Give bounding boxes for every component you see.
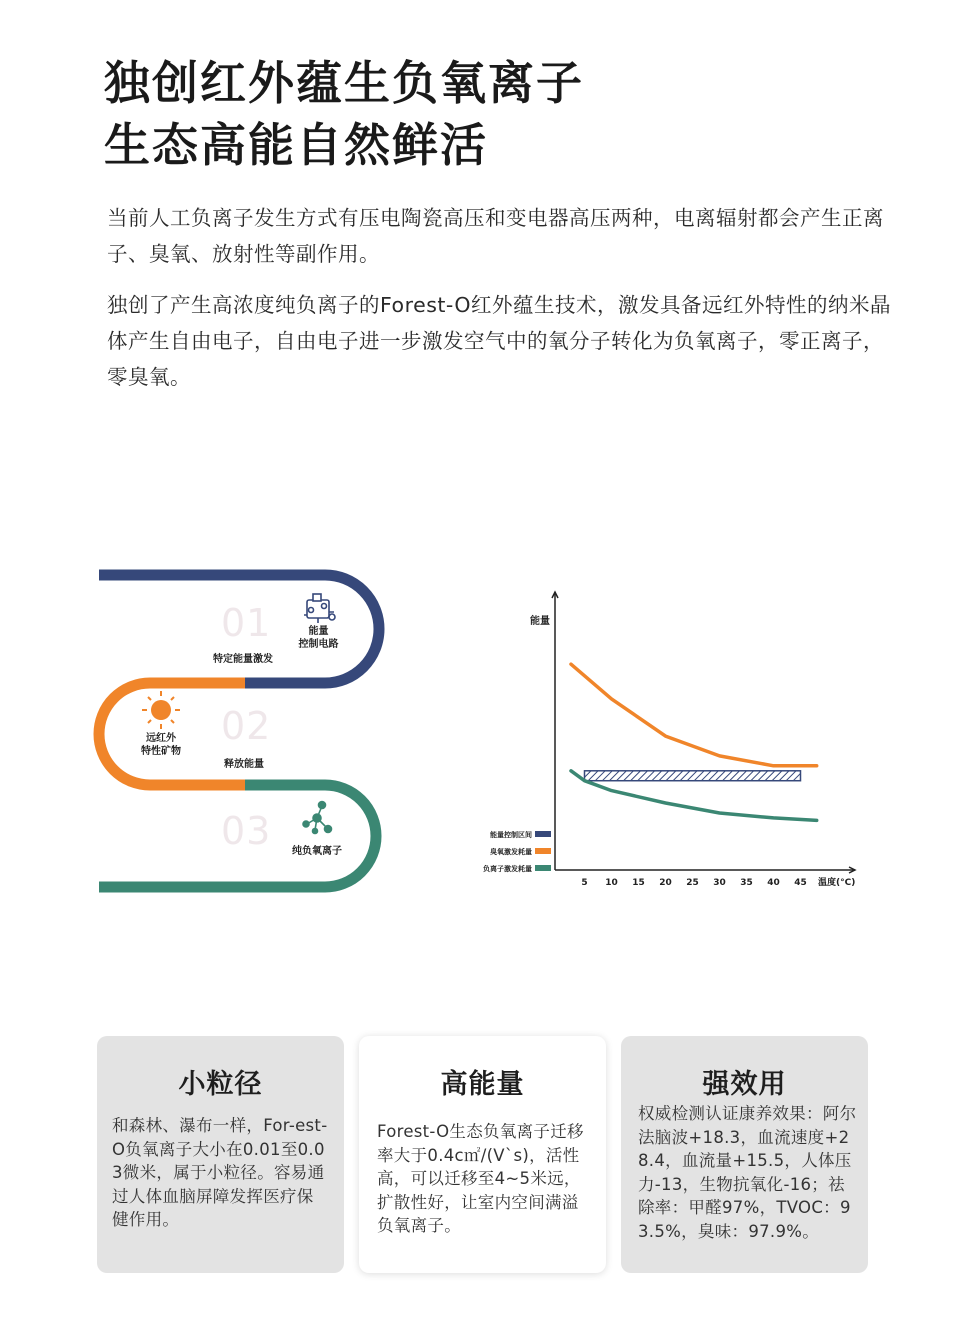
step-number-01: 01 xyxy=(221,601,272,645)
x-tick-label: 40 xyxy=(767,878,780,888)
series-line-ozone xyxy=(571,664,817,766)
card-body: 和森林、瀑布一样，For-est-O负氧离子大小在0.01至0.03微米，属于小粒径。容易通过人体血脑屏障发挥医疗保健作用。 xyxy=(112,1116,328,1229)
step1-label-line1: 能量 xyxy=(308,626,329,637)
step3-label: 纯负氧离子 xyxy=(292,846,342,857)
card-title: 小粒径 xyxy=(178,1069,263,1100)
x-tick-label: 15 xyxy=(632,878,645,888)
molecule-icon xyxy=(303,802,332,834)
title-line-1: 独创红外蕴生负氧离子 xyxy=(104,56,584,110)
step2-label-line1: 远红外 xyxy=(146,733,176,744)
card-body: Forest-O生态负氧离子迁移率大于0.4c㎡/(V`s)，活性高，可以迁移至4~5米远，扩散性好，让室内空间满溢负氧离子。 xyxy=(377,1122,584,1235)
x-tick-label: 45 xyxy=(794,878,807,888)
y-axis-label: 能量 xyxy=(530,616,550,627)
step2-caption: 释放能量 xyxy=(224,759,264,770)
x-tick-label: 30 xyxy=(713,878,726,888)
card-title: 高能量 xyxy=(440,1069,525,1100)
step1-label-line2: 控制电路 xyxy=(298,639,339,650)
legend-swatch xyxy=(535,831,551,837)
title-line-2: 生态高能自然鲜活 xyxy=(104,118,488,172)
energy-control-band xyxy=(585,771,801,781)
card-body: 权威检测认证康养效果：阿尔法脑波+18.3，血流速度+28.4，血流量+15.5，人体压力-13，生物抗氧化-16；祛除率：甲醛97%，TVOC：93.5%，臭味：97.9%。 xyxy=(638,1104,857,1241)
step-number-03: 03 xyxy=(221,809,272,853)
page-title xyxy=(104,52,584,176)
step2-label-line2: 特性矿物 xyxy=(141,746,181,757)
step2-label xyxy=(138,732,184,758)
circuit-board-icon xyxy=(304,594,335,623)
x-tick-label: 35 xyxy=(740,878,753,888)
legend-label: 臭氧激发耗量 xyxy=(490,848,532,856)
legend-label: 负离子激发耗量 xyxy=(483,865,532,873)
feature-card-strong-effect xyxy=(621,1036,868,1273)
step-number-02: 02 xyxy=(221,704,272,748)
card-title: 强效用 xyxy=(702,1069,787,1100)
step1-label xyxy=(296,625,341,651)
sun-icon xyxy=(142,691,180,729)
legend-swatch xyxy=(535,848,551,854)
x-tick-label: 20 xyxy=(659,878,672,888)
energy-chart xyxy=(470,580,890,900)
feature-card-small-particle xyxy=(97,1036,344,1273)
step1-caption: 特定能量激发 xyxy=(213,654,273,665)
intro-paragraph-2: 独创了产生高浓度纯负离子的Forest-O红外蕴生技术，激发具备远红外特性的纳米晶体产生自由电子，自由电子进一步激发空气中的氧分子转化为负氧离子，零正离子，零臭氧。 xyxy=(107,293,892,389)
x-axis-label: 温度(°C) xyxy=(818,878,856,888)
x-tick-label: 10 xyxy=(605,878,618,888)
process-diagram xyxy=(0,560,480,900)
x-tick-label: 25 xyxy=(686,878,699,888)
feature-card-high-energy xyxy=(359,1036,606,1273)
legend-label: 能量控制区间 xyxy=(490,831,532,839)
intro-paragraph-1: 当前人工负离子发生方式有压电陶瓷高压和变电器高压两种，电离辐射都会产生正离子、臭氧、放射性等副作用。 xyxy=(107,206,884,266)
x-tick-label: 5 xyxy=(581,878,588,888)
legend-swatch xyxy=(535,865,551,871)
